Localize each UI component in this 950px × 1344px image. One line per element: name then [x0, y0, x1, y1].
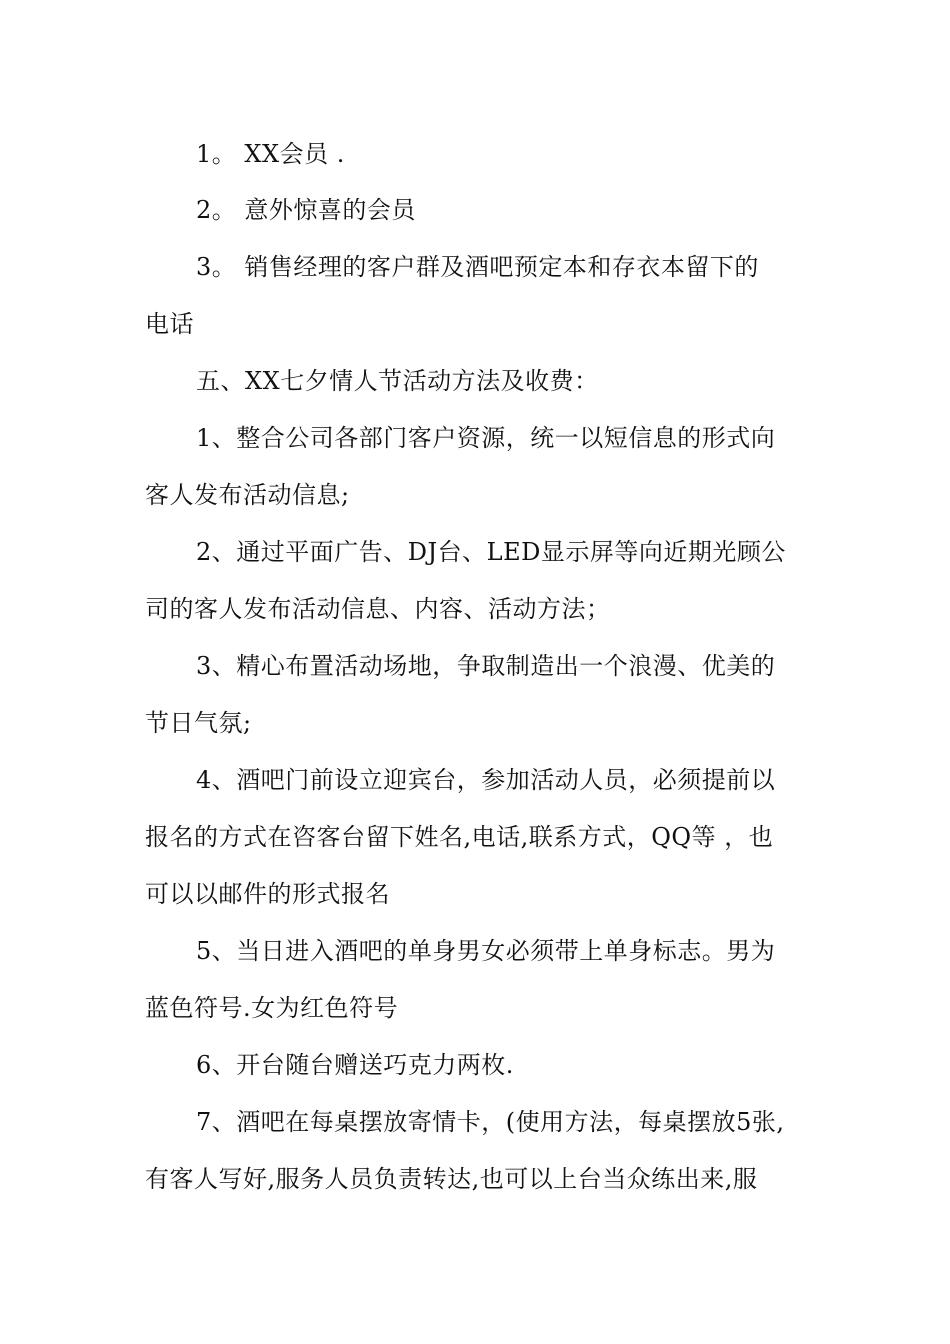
- paragraph-7-line-2: 有客人写好,服务人员负责转达,也可以上台当众练出来,服: [145, 1165, 758, 1193]
- paragraph-4-line-1: 4、酒吧门前设立迎宾台，参加活动人员，必须提前以: [196, 766, 776, 794]
- paragraph-4-line-3: 可以以邮件的形式报名: [145, 880, 390, 908]
- paragraph-5-line-2: 蓝色符号.女为红色符号: [145, 994, 399, 1022]
- paragraph-4-line-2: 报名的方式在咨客台留下姓名,电话,联系方式，QQ等 ，也: [145, 823, 774, 851]
- paragraph-2-line-2: 司的客人发布活动信息、内容、活动方法；: [145, 595, 611, 623]
- list-item-1: 1。 XX会员 .: [196, 140, 345, 168]
- list-item-2: 2。 意外惊喜的会员: [196, 196, 416, 224]
- paragraph-5-line-1: 5、当日进入酒吧的单身男女必须带上单身标志。男为: [196, 937, 776, 965]
- paragraph-6: 6、开台随台赠送巧克力两枚.: [196, 1051, 514, 1079]
- paragraph-3-line-2: 节日气氛;: [145, 709, 252, 737]
- paragraph-7-line-1: 7、酒吧在每桌摆放寄情卡，(使用方法，每桌摆放5张,: [196, 1108, 785, 1136]
- list-item-3-line-2: 电话: [145, 310, 194, 338]
- section-heading: 五、XX七夕情人节活动方法及收费：: [196, 367, 599, 395]
- paragraph-1-line-1: 1、整合公司各部门客户资源，统一以短信息的形式向: [196, 424, 776, 452]
- paragraph-2-line-1: 2、通过平面广告、DJ台、LED显示屏等向近期光顾公: [196, 538, 786, 566]
- paragraph-1-line-2: 客人发布活动信息;: [145, 481, 350, 509]
- list-item-3-line-1: 3。 销售经理的客户群及酒吧预定本和存衣本留下的: [196, 253, 759, 281]
- paragraph-3-line-1: 3、精心布置活动场地，争取制造出一个浪漫、优美的: [196, 652, 776, 680]
